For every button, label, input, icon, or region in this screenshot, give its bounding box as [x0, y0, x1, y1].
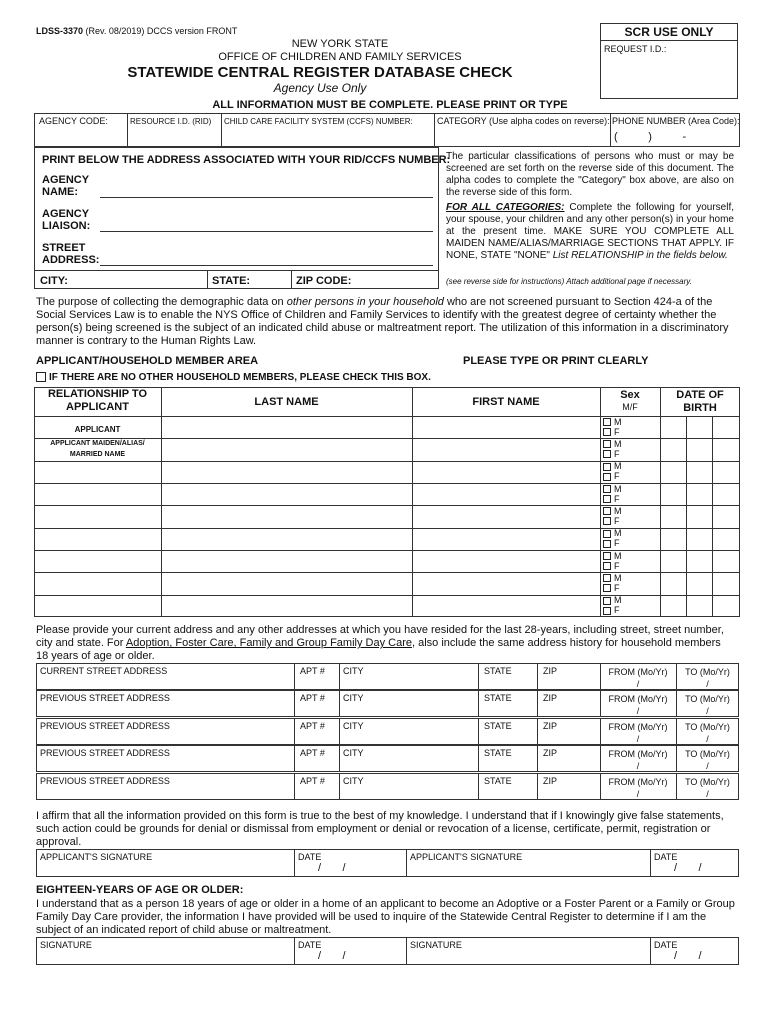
agency-name-label-l2: NAME: [42, 186, 79, 198]
sex-f-checkbox[interactable] [603, 450, 611, 458]
to-label: TO (Mo/Yr) [685, 777, 730, 787]
demographic-text-2: who are not screened pursuant to Section 424-a of the Social Services Law is to enable the NYS Office of Children and Family Services to identify with the greatest degree of certainty whether the person(s) being screened is the subject of an indicated child abuse or maltreatment report. The utilization of this information in a discriminatory manner is contrary to the Human Rights Law. [36, 296, 729, 347]
col-relationship-l2: APPLICANT [66, 401, 129, 413]
state-field[interactable]: STATE [484, 666, 512, 676]
sex-f-label: F [614, 448, 620, 459]
address-block [34, 147, 439, 289]
sex-options [603, 439, 622, 459]
sex-m-option[interactable] [603, 551, 622, 561]
street-address-field[interactable]: PREVIOUS STREET ADDRESS [40, 776, 170, 786]
street-address-field[interactable]: PREVIOUS STREET ADDRESS [40, 693, 170, 703]
from-slash: / [636, 761, 640, 771]
to-date-field[interactable] [676, 776, 739, 800]
col-sex-sub: M/F [622, 402, 638, 412]
sex-f-checkbox[interactable] [603, 562, 611, 570]
form-id [36, 26, 237, 36]
sex-m-checkbox[interactable] [603, 597, 611, 605]
form-number: LDSS-3370 [36, 26, 84, 36]
date-mask-4: / / [674, 950, 702, 962]
no-members-label: IF THERE ARE NO OTHER HOUSEHOLD MEMBERS, PLEASE CHECK THIS BOX. [49, 372, 431, 383]
street-address-field[interactable]: PREVIOUS STREET ADDRESS [40, 721, 170, 731]
apt-field[interactable]: APT # [300, 721, 325, 731]
from-slash: / [636, 706, 640, 716]
sex-f-checkbox[interactable] [603, 428, 611, 436]
sex-options [603, 573, 622, 593]
from-label: FROM (Mo/Yr) [608, 694, 668, 704]
affirm-paragraph: I affirm that all the information provided on this form is true to the best of my knowledge. I understand that if I knowingly give false statements, such action could be grounds for denial or dismissal from employment or denial or revocation of a license, certificate, permit, registration or approval. [36, 810, 724, 848]
sex-m-label: M [614, 528, 622, 539]
sex-f-option[interactable] [603, 561, 622, 571]
household-table [34, 387, 740, 617]
sex-options [603, 506, 622, 526]
sex-options [603, 417, 622, 437]
row-maiden-label [34, 438, 161, 460]
agency-liaison-label-l1: AGENCY [42, 208, 90, 220]
sex-f-checkbox[interactable] [603, 473, 611, 481]
classification-note: The particular classifications of persons who must or may be screened are set forth on the reverse side of this document. The alpha codes to complete the "Category" box above, are also on the reverse side of this form. [446, 151, 734, 198]
col-relationship-l1: RELATIONSHIP TO [47, 388, 147, 400]
from-label: FROM (Mo/Yr) [608, 667, 668, 677]
apt-field[interactable]: APT # [300, 748, 325, 758]
sex-m-label: M [614, 505, 622, 516]
phone-number-field[interactable]: PHONE NUMBER (Area Code): [612, 116, 740, 126]
scr-use-box [600, 23, 738, 99]
sex-m-option[interactable] [603, 573, 622, 583]
row-maiden-label-l2: MARRIED NAME [69, 451, 126, 458]
sex-m-label: M [614, 572, 622, 583]
eighteen-heading: EIGHTEEN-YEARS OF AGE OR OLDER: [36, 884, 244, 896]
city-field[interactable]: CITY [343, 748, 364, 758]
sex-m-option[interactable] [603, 528, 622, 538]
city-field[interactable]: CITY [343, 776, 364, 786]
city-field[interactable]: CITY: [40, 275, 68, 287]
state-field[interactable]: STATE: [212, 275, 251, 287]
street-address-label-l1: STREET [42, 242, 86, 254]
sex-m-option[interactable] [603, 595, 622, 605]
from-date-field[interactable] [600, 721, 676, 745]
sex-f-label: F [614, 493, 620, 504]
apt-field[interactable]: APT # [300, 776, 325, 786]
street-address-label [42, 242, 99, 266]
agency-name-label-l1: AGENCY [42, 174, 90, 186]
date-mask-2: / / [674, 862, 702, 874]
agency-name-input[interactable] [100, 197, 433, 198]
household-area-title: APPLICANT/HOUSEHOLD MEMBER AREA [36, 355, 259, 367]
zip-field[interactable]: ZIP [543, 693, 558, 703]
from-slash: / [636, 734, 640, 744]
date-field-1[interactable]: DATE [298, 852, 322, 862]
applicant-signature-field-2[interactable]: APPLICANT'S SIGNATURE [410, 852, 523, 862]
sex-f-checkbox[interactable] [603, 540, 611, 548]
reverse-side-note: (see reverse side for instructions) Attach additional page if necessary. [446, 277, 692, 286]
col-first-name: FIRST NAME [472, 396, 540, 408]
date-mask-3: / / [318, 950, 346, 962]
sex-m-checkbox[interactable] [603, 574, 611, 582]
office-name: OFFICE OF CHILDREN AND FAMILY SERVICES [218, 51, 462, 63]
sex-f-option[interactable] [603, 538, 622, 548]
address-history-intro [36, 624, 736, 663]
col-sex [600, 389, 660, 413]
address-heading: PRINT BELOW THE ADDRESS ASSOCIATED WITH YOUR RID/CCFS NUMBER: [42, 154, 451, 166]
from-label: FROM (Mo/Yr) [608, 777, 668, 787]
sex-options [603, 461, 622, 481]
sex-m-option[interactable] [603, 484, 622, 494]
eighteen-signature-row [36, 937, 739, 965]
street-address-field[interactable]: PREVIOUS STREET ADDRESS [40, 748, 170, 758]
sex-m-label: M [614, 595, 622, 606]
relationship-note: List RELATIONSHIP in the fields below. [552, 250, 728, 261]
col-dob-l2: BIRTH [683, 402, 717, 414]
sex-m-label: M [614, 461, 622, 472]
sex-f-checkbox[interactable] [603, 584, 611, 592]
city-field[interactable]: CITY [343, 666, 364, 676]
sex-f-checkbox[interactable] [603, 517, 611, 525]
from-slash: / [636, 789, 640, 799]
from-date-field[interactable] [600, 666, 676, 690]
sex-m-checkbox[interactable] [603, 530, 611, 538]
state-name: NEW YORK STATE [291, 38, 389, 50]
complete-instruction: ALL INFORMATION MUST BE COMPLETE. PLEASE PRINT OR TYPE [212, 99, 568, 111]
apt-field[interactable]: APT # [300, 693, 325, 703]
to-date-field[interactable] [676, 721, 739, 745]
street-address-label-l2: ADDRESS: [42, 254, 100, 266]
sex-m-label: M [614, 550, 622, 561]
form-subtitle: Agency Use Only [273, 81, 367, 95]
request-id-label: REQUEST I.D.: [604, 44, 667, 54]
form-title: STATEWIDE CENTRAL REGISTER DATABASE CHECK [127, 64, 513, 81]
col-dob-l1: DATE OF [676, 389, 724, 401]
to-slash: / [706, 734, 709, 744]
phone-mask: ( ) - [614, 131, 687, 143]
row-maiden-label-l1: APPLICANT MAIDEN/ALIAS/ [50, 440, 145, 447]
address-intro-1: Please provide your current address and any other addresses at which you have resided for the last 28-years, including street, street number, city and state. For [36, 624, 724, 649]
to-slash: / [706, 706, 709, 716]
to-label: TO (Mo/Yr) [685, 722, 730, 732]
date-field-4[interactable]: DATE [654, 940, 678, 950]
sex-f-label: F [614, 515, 620, 526]
col-relationship [34, 388, 161, 414]
to-slash: / [706, 789, 709, 799]
from-label: FROM (Mo/Yr) [608, 722, 668, 732]
to-label: TO (Mo/Yr) [685, 694, 730, 704]
no-members-option[interactable] [36, 372, 431, 383]
zip-field[interactable]: ZIP [543, 748, 558, 758]
city-field[interactable]: CITY [343, 693, 364, 703]
sex-f-option[interactable] [603, 449, 622, 459]
col-last-name: LAST NAME [254, 396, 319, 408]
form-revision: (Rev. 08/2019) DCCS version FRONT [85, 26, 238, 36]
to-date-field[interactable] [676, 666, 739, 690]
sex-options [603, 528, 622, 548]
sex-f-checkbox[interactable] [603, 495, 611, 503]
city-field[interactable]: CITY [343, 721, 364, 731]
ccfs-number-field[interactable]: CHILD CARE FACILITY SYSTEM (CCFS) NUMBER: [224, 117, 413, 126]
from-slash: / [636, 679, 640, 689]
to-date-field[interactable] [676, 693, 739, 717]
date-mask-1: / / [318, 862, 346, 874]
sex-m-option[interactable] [603, 506, 622, 516]
to-slash: / [706, 761, 709, 771]
to-date-field[interactable] [676, 748, 739, 772]
applicant-signature-field-1[interactable]: APPLICANT'S SIGNATURE [40, 852, 153, 862]
sex-m-label: M [614, 483, 622, 494]
sex-m-label: M [614, 438, 622, 449]
apt-field[interactable]: APT # [300, 666, 325, 676]
sex-f-option[interactable] [603, 471, 622, 481]
eighteen-paragraph: I understand that as a person 18 years of age or older in a home of an applicant to become an Adoptive or a Foster Parent or a Family or Group Family Day Care provider, the information I have provided will be used to inquire of the Statewide Central Register to determine if I am the subject of an indicated report of child abuse or maltreatment. [36, 898, 735, 936]
address-intro-underline: Adoption, Foster Care, Family and Group Family Day Care [125, 637, 412, 649]
sex-m-label: M [614, 416, 622, 427]
for-all-categories: FOR ALL CATEGORIES: [446, 202, 565, 213]
no-members-checkbox[interactable] [36, 372, 46, 382]
from-date-field[interactable] [600, 776, 676, 800]
to-label: TO (Mo/Yr) [685, 667, 730, 677]
agency-liaison-input[interactable] [100, 231, 433, 232]
state-field[interactable]: STATE [484, 748, 512, 758]
signature-field-1[interactable]: SIGNATURE [40, 940, 92, 950]
resource-id-field[interactable]: RESOURCE I.D. (RID) [130, 117, 212, 126]
sex-options [603, 484, 622, 504]
sex-m-option[interactable] [603, 439, 622, 449]
sex-m-checkbox[interactable] [603, 507, 611, 515]
col-dob [660, 389, 740, 415]
sex-f-option[interactable] [603, 605, 622, 615]
from-date-field[interactable] [600, 693, 676, 717]
row-applicant-label: APPLICANT [74, 425, 121, 434]
date-field-2[interactable]: DATE [654, 852, 678, 862]
sex-m-checkbox[interactable] [603, 552, 611, 560]
col-sex-title: Sex [620, 389, 640, 401]
to-slash: / [706, 679, 709, 689]
sex-f-option[interactable] [603, 427, 622, 437]
state-field[interactable]: STATE [484, 693, 512, 703]
agency-code-field[interactable]: AGENCY CODE: [39, 116, 108, 126]
sex-options [603, 595, 622, 615]
from-date-field[interactable] [600, 748, 676, 772]
to-label: TO (Mo/Yr) [685, 749, 730, 759]
print-clearly-label: PLEASE TYPE OR PRINT CLEARLY [463, 355, 649, 367]
agency-liaison-label [42, 208, 90, 232]
zip-field[interactable]: ZIP [543, 776, 558, 786]
all-categories-note [446, 202, 734, 262]
demographic-paragraph [36, 296, 740, 348]
address-intro-2: , also include the same address history for household members 18 years of age or older. [36, 637, 721, 662]
all-categories-text: Complete the following for yourself, your spouse, your children and any other person(s) in your home at the present time. MAKE SURE YOU COMPLETE ALL MAIDEN NAME/ALIAS/MARRIAGE SECTIONS THAT APPLY. IF NONE, STATE "NONE" [446, 202, 734, 261]
sex-f-label: F [614, 560, 620, 571]
scr-use-title: SCR USE ONLY [601, 24, 737, 41]
sex-m-option[interactable] [603, 417, 622, 427]
signature-field-2[interactable]: SIGNATURE [410, 940, 462, 950]
category-field[interactable]: CATEGORY (Use alpha codes on reverse): [437, 116, 610, 126]
demographic-text-1: The purpose of collecting the demographic data on [36, 296, 287, 308]
sex-f-label: F [614, 605, 620, 616]
sex-f-option[interactable] [603, 516, 622, 526]
zip-code-field[interactable]: ZIP CODE: [296, 275, 352, 287]
state-field[interactable]: STATE [484, 721, 512, 731]
zip-field[interactable]: ZIP [543, 666, 558, 676]
agency-liaison-label-l2: LIAISON: [42, 220, 91, 232]
sex-f-label: F [614, 426, 620, 437]
sex-m-checkbox[interactable] [603, 463, 611, 471]
street-address-field[interactable]: CURRENT STREET ADDRESS [40, 666, 168, 676]
state-field[interactable]: STATE [484, 776, 512, 786]
sex-m-checkbox[interactable] [603, 418, 611, 426]
sex-f-checkbox[interactable] [603, 607, 611, 615]
agency-name-label [42, 174, 89, 198]
sex-f-option[interactable] [603, 494, 622, 504]
sex-f-label: F [614, 582, 620, 593]
sex-f-label: F [614, 471, 620, 482]
sex-m-checkbox[interactable] [603, 485, 611, 493]
sex-m-checkbox[interactable] [603, 440, 611, 448]
sex-m-option[interactable] [603, 461, 622, 471]
sex-options [603, 551, 622, 571]
from-label: FROM (Mo/Yr) [608, 749, 668, 759]
sex-f-label: F [614, 538, 620, 549]
street-address-input[interactable] [100, 265, 433, 266]
zip-field[interactable]: ZIP [543, 721, 558, 731]
date-field-3[interactable]: DATE [298, 940, 322, 950]
sex-f-option[interactable] [603, 583, 622, 593]
demographic-italic: other persons in your household [286, 296, 444, 308]
